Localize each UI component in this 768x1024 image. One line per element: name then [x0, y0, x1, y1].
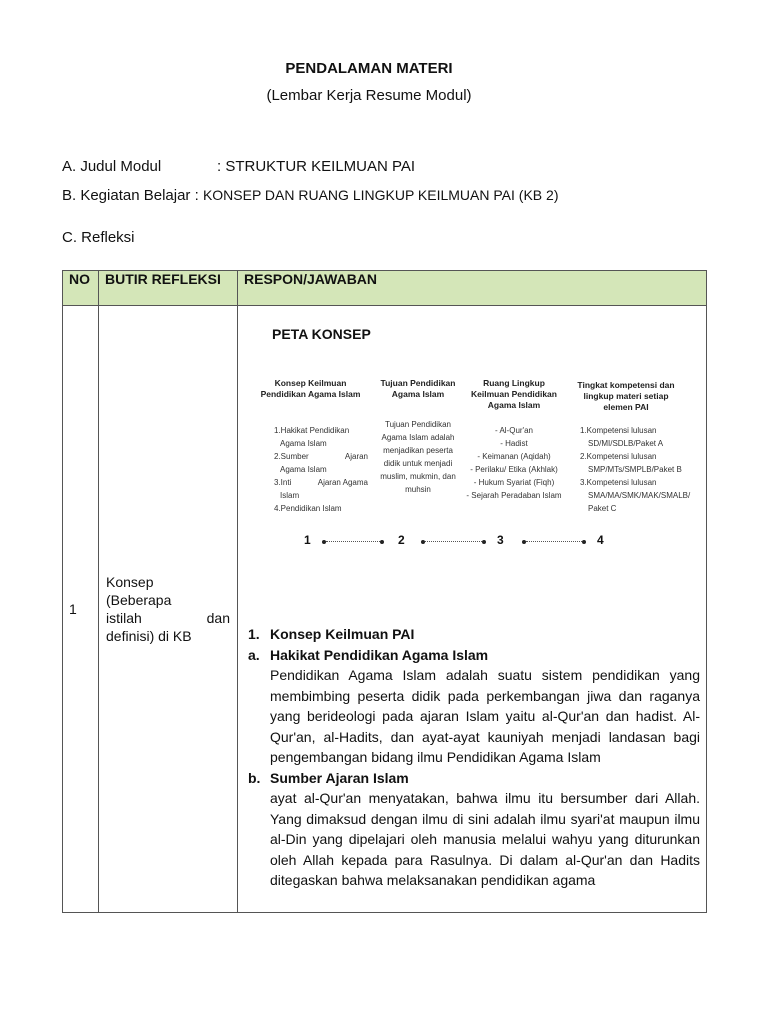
document-subtitle: (Lembar Kerja Resume Modul) — [266, 87, 472, 104]
concept-number-1: 1 — [304, 533, 311, 547]
butir-word: dan — [206, 610, 230, 626]
butir-line: Konsep — [106, 574, 154, 590]
header-butir-refleksi: BUTIR REFLEKSI — [99, 271, 238, 306]
concept-head-3: Ruang Lingkup Keilmuan Pendidikan Agama Islam — [471, 378, 557, 410]
row-number: 1 — [63, 306, 99, 913]
concept-items-3: - Al-Qur'an - Hadist - Keimanan (Aqidah) - Perilaku/ Etika (Akhlak) - Hukum Syariat (Fiqh) - Sejarah Peradaban Islam — [466, 426, 562, 500]
kegiatan-belajar-label: B. Kegiatan Belajar : — [62, 187, 199, 204]
timeline-dot — [582, 540, 586, 544]
concept-items-1: 1.Hakikat Pendidikan Agama Islam 2.Sumber Ajaran Agama Islam 3.Inti Ajaran Agama Islam 4.Pendidikan Islam — [274, 426, 368, 513]
timeline-dot — [482, 540, 486, 544]
header-respon-jawaban: RESPON/JAWABAN — [238, 271, 707, 306]
kegiatan-belajar-value: KONSEP DAN RUANG LINGKUP KEILMUAN PAI (KB 2) — [202, 187, 559, 203]
section-heading-b: b. Sumber Ajaran Islam — [248, 769, 409, 786]
concept-number-3: 3 — [497, 533, 504, 547]
butir-line-justified — [106, 609, 230, 627]
concept-head-2: Tujuan Pendidikan Agama Islam — [380, 378, 456, 399]
concept-number-4: 4 — [597, 533, 604, 547]
document-title: PENDALAMAN MATERI — [285, 60, 453, 77]
timeline-connector — [526, 541, 582, 542]
butir-word: istilah — [106, 610, 142, 626]
table-header-row — [63, 271, 707, 306]
section-heading-1: 1. Konsep Keilmuan PAI — [248, 626, 415, 642]
refleksi-table — [62, 270, 707, 913]
judul-modul-label: A. Judul Modul — [62, 158, 162, 175]
concept-items-4: 1.Kompetensi lulusan SD/MI/SDLB/Paket A 2.Kompetensi lulusan SMP/MTs/SMPLB/Paket B 3.Kompetensi lulusan SMA/MA/SMK/MAK/SMALB/ Paket C — [580, 426, 691, 513]
respon-jawaban-cell — [238, 306, 707, 913]
timeline-dot — [380, 540, 384, 544]
butir-line: definisi) di KB — [106, 628, 192, 644]
paragraph-hakikat: Pendidikan Agama Islam adalah suatu sistem pendidikan yang membimbing peserta didik pada perkembangan jiwa dan raganya yang berideologi pada ajaran Islam yaitu al-Qur'an dan hadist. Al-Qur'an, al-Hadits, dan ayat-ayat kauniyah menjadi landasan bagi pengembangan bidang ilmu Pendidikan Agama Islam — [270, 667, 700, 765]
timeline-connector — [326, 541, 380, 542]
butir-refleksi-cell — [99, 306, 238, 913]
refleksi-label: C. Refleksi — [62, 229, 135, 246]
concept-map — [248, 378, 707, 558]
resume-content — [248, 624, 700, 891]
section-heading-a: a. Hakikat Pendidikan Agama Islam — [248, 646, 489, 663]
peta-konsep-title: PETA KONSEP — [272, 326, 371, 342]
table-row — [63, 306, 707, 913]
judul-modul-value: : STRUKTUR KEILMUAN PAI — [217, 158, 416, 175]
concept-head-4: Tingkat kompetensi dan lingkup materi setiap elemen PAI — [577, 380, 675, 412]
timeline-connector — [425, 541, 482, 542]
header-no: NO — [63, 271, 99, 306]
concept-head-1: Konsep Keilmuan Pendidikan Agama Islam — [260, 378, 361, 399]
concept-number-2: 2 — [398, 533, 405, 547]
paragraph-sumber: ayat al-Qur'an menyatakan, bahwa ilmu itu bersumber dari Allah. Yang dimaksud dengan ilmu di sini adalah ilmu syari'at maupun ilmu al-Din yang dipelajari oleh manusia melalui wahyu yang diturunkan oleh Allah kepada para Rasulnya. Di dalam al-Qur'an dan Hadits ditegaskan bahwa melaksanakan pendidikan agama — [270, 790, 700, 888]
judul-modul-line — [62, 158, 415, 175]
kegiatan-belajar-line — [62, 187, 558, 204]
butir-line: (Beberapa — [106, 592, 172, 608]
concept-items-2: Tujuan Pendidikan Agama Islam adalah menjadikan peserta didik untuk menjadi muslim, mukmin, dan muhsin — [380, 420, 456, 494]
